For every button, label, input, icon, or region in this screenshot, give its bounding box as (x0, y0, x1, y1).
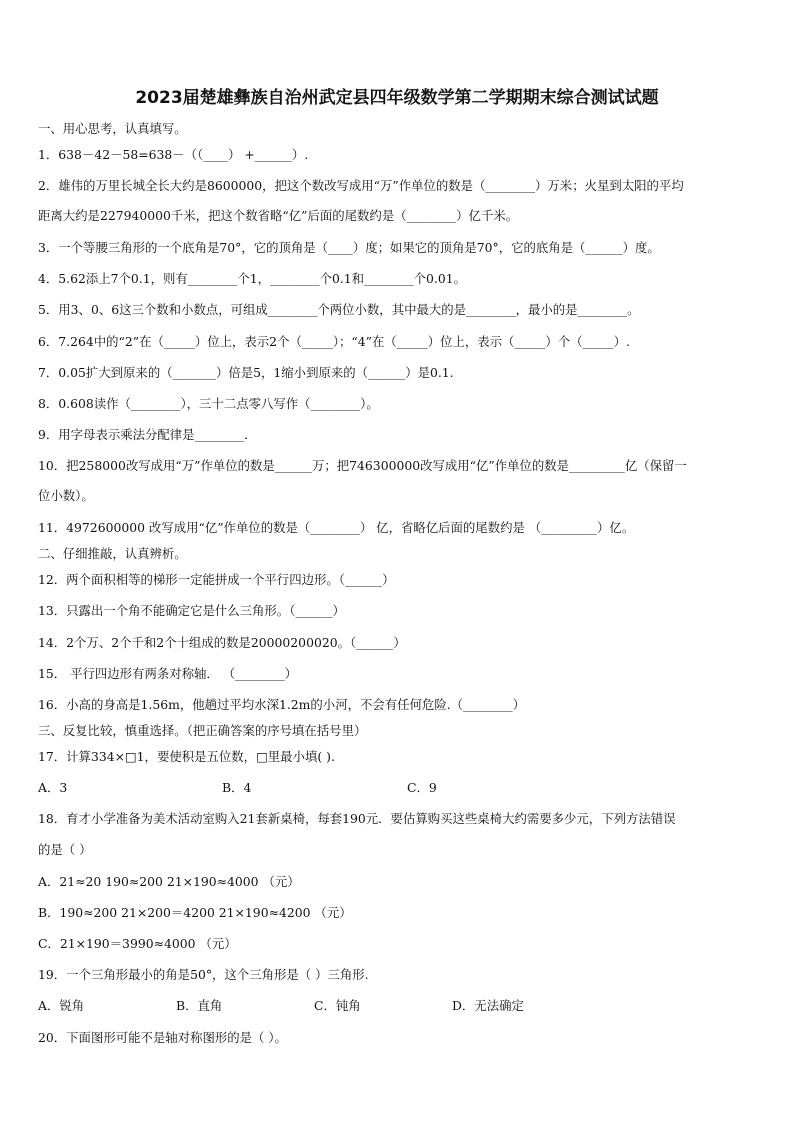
question-5: 5．用3、0、6这三个数和小数点，可组成________个两位小数，其中最大的是________，最小的是________。 (38, 302, 640, 317)
question-16: 16．小高的身高是1.56m，他趟过平均水深1.2m的小河，不会有任何危险.（________） (38, 697, 525, 712)
question-2-line-2: 距离大约是227940000千米，把这个数省略“亿”后面的尾数约是（________）亿千米。 (38, 208, 519, 223)
question-15: 15． 平行四边形有两条对称轴． （________） (38, 666, 298, 681)
question-18-option-c: C．21×190＝3990≈4000 （元） (38, 936, 237, 951)
question-18-option-b: B．190≈200 21×200＝4200 21×190≈4200 （元） (38, 905, 352, 920)
question-18-option-a: A．21≈20 190≈200 21×190≈4000 （元） (38, 874, 300, 889)
page-title: 2023届楚雄彝族自治州武定县四年级数学第二学期期末综合测试试题 (135, 88, 659, 108)
question-10-line-1: 10．把258000改写成用“万”作单位的数是______万；把746300000改写成用“亿”作单位的数是_________亿（保留一 (38, 458, 687, 473)
question-2-line-1: 2．雄伟的万里长城全长大约是8600000，把这个数改写成用“万”作单位的数是（________）万米；火星到太阳的平均 (38, 178, 684, 193)
question-19-option-a: A．锐角 (38, 998, 85, 1013)
question-8: 8．0.608读作（________），三十二点零八写作（________）。 (38, 396, 379, 411)
question-9: 9．用字母表示乘法分配律是________． (38, 427, 257, 442)
question-17: 17．计算334×□1，要使积是五位数，□里最小填( ). (38, 749, 335, 764)
question-18-line-1: 18．育才小学准备为美术活动室购入21套新桌椅，每套190元．要估算购买这些桌椅大约需要多少元，下列方法错误 (38, 811, 676, 826)
section-heading-1: 一、用心思考，认真填写。 (38, 121, 187, 136)
question-20: 20．下面图形可能不是轴对称图形的是（ ）。 (38, 1030, 287, 1045)
question-12: 12．两个面积相等的梯形一定能拼成一个平行四边形。（______） (38, 572, 395, 587)
question-3: 3．一个等腰三角形的一个底角是70°，它的顶角是（____）度；如果它的顶角是70°，它的底角是（______）度。 (38, 240, 660, 255)
question-4: 4．5.62添上7个0.1，则有________个1，________个0.1和________个0.01。 (38, 271, 467, 286)
question-17-option-b: B．4 (222, 780, 252, 795)
question-7: 7．0.05扩大到原来的（_______）倍是5，1缩小到原来的（______）是0.1. (38, 365, 454, 380)
question-19-option-c: C．钝角 (314, 998, 361, 1013)
question-11: 11．4972600000 改写成用“亿”作单位的数是（________） 亿，省略亿后面的尾数约是 （_________）亿。 (38, 520, 635, 535)
question-1: 1．638－42－58=638－（（____） +______）. (38, 147, 309, 162)
section-heading-3: 三、反复比较，慎重选择。（把正确答案的序号填在括号里） (38, 723, 367, 738)
question-17-option-a: A．3 (38, 780, 68, 795)
question-19-option-b: B．直角 (176, 998, 223, 1013)
question-17-option-c: C．9 (407, 780, 437, 795)
question-10-line-2: 位小数）。 (38, 488, 94, 503)
question-13: 13．只露出一个角不能确定它是什么三角形。（______） (38, 603, 345, 618)
section-heading-2: 二、仔细推敲，认真辨析。 (38, 546, 187, 561)
question-19-option-d: D．无法确定 (452, 998, 524, 1013)
question-18-line-2: 的是（ ） (38, 842, 92, 857)
question-19: 19．一个三角形最小的角是50°，这个三角形是（ ）三角形. (38, 967, 369, 982)
question-6: 6．7.264中的“2”在（_____）位上，表示2个（_____）；“4”在（_____）位上，表示（_____）个（_____）. (38, 334, 630, 349)
question-14: 14．2个万、2个千和2个十组成的数是20000200020。（______） (38, 635, 406, 650)
